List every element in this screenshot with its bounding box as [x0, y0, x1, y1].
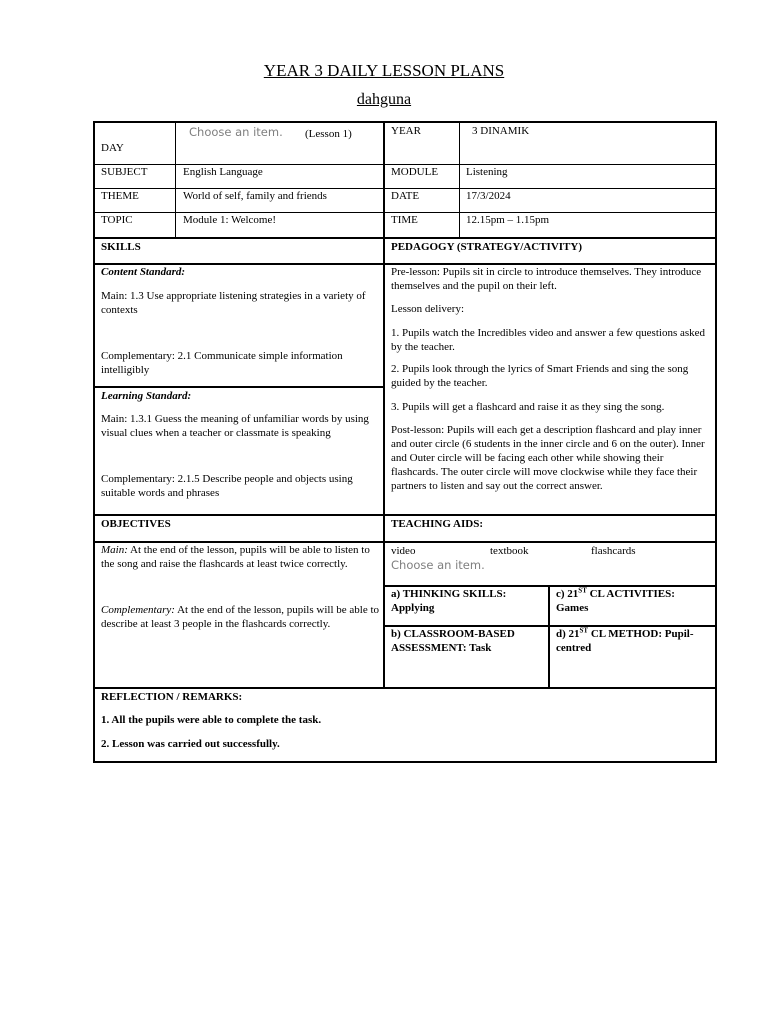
objective-complementary-text: At the end of the lesson, pupils will be able to describe at least 3 people in the flashcards correctly.	[101, 604, 380, 630]
subject-label: SUBJECT	[101, 166, 148, 178]
learning-standard-main: Main: 1.3.1 Guess the meaning of unfamiliar words by using visual clues when a teacher or classmate is speaking	[101, 413, 369, 439]
teaching-aid-item: flashcards	[591, 545, 636, 557]
content-standard-main: Main: 1.3 Use appropriate listening strategies in a variety of contexts	[101, 290, 366, 316]
teaching-aid-item: video	[391, 545, 416, 557]
reflection-heading: REFLECTION / REMARKS:	[101, 691, 243, 703]
theme-label: THEME	[101, 190, 139, 202]
cl-activities-sup: ST	[578, 586, 587, 595]
cl-method	[556, 627, 711, 655]
delivery-step-2: 2. Pupils look through the lyrics of Smart Friends and sing the song guided by the teacher.	[391, 363, 689, 389]
thinking-skills-label: a) THINKING SKILLS:	[391, 588, 507, 600]
grid-line	[95, 687, 715, 689]
grid-line	[95, 514, 715, 516]
content-standard-complementary: Complementary: 2.1 Communicate simple information intelligibly	[101, 350, 343, 376]
objective-main-text: At the end of the lesson, pupils will be able to listen to the song and raise the flashcards at least twice correctly.	[101, 544, 370, 570]
theme-value: World of self, family and friends	[183, 190, 327, 202]
grid-line	[548, 585, 550, 689]
pre-lesson-text: Pre-lesson: Pupils sit in circle to introduce themselves. They introduce themselves and the pupil on their left.	[391, 266, 702, 292]
topic-value: Module 1: Welcome!	[183, 214, 277, 226]
post-lesson-text: Post-lesson: Pupils will each get a description flashcard and play inner and outer circle (6 students in the inner circle and 6 on the outer). Inner and Outer circle will be facing each other while showing their flashcards. The outer circle will move clockwise while they face their partners to listen and say out the correct answer.	[391, 424, 705, 492]
cl-method-sup: ST	[579, 626, 589, 635]
module-value: Listening	[466, 166, 508, 178]
grid-line	[175, 123, 176, 238]
module-label: MODULE	[391, 166, 439, 178]
topic-label: TOPIC	[101, 214, 133, 226]
year-value: 3 DINAMIK	[472, 125, 530, 137]
date-value: 17/3/2024	[466, 190, 511, 202]
day-label: DAY	[101, 142, 124, 154]
learning-standard-complementary: Complementary: 2.1.5 Describe people and objects using suitable words and phrases	[101, 473, 353, 499]
delivery-step-1: 1. Pupils watch the Incredibles video and answer a few questions asked by the teacher.	[391, 327, 706, 353]
teaching-aids-heading: TEACHING AIDS:	[391, 518, 483, 530]
year-label: YEAR	[391, 125, 421, 137]
subject-value: English Language	[183, 166, 263, 178]
cl-method-suffix: CL METHOD: Pupil-centred	[556, 628, 694, 654]
grid-line	[383, 123, 385, 689]
document-title: YEAR 3 DAILY LESSON PLANS	[263, 61, 505, 80]
grid-line	[459, 123, 460, 238]
classroom-assessment: b) CLASSROOM-BASED ASSESSMENT: Task	[391, 628, 515, 654]
teaching-aid-choice-dropdown[interactable]: Choose an item.	[391, 558, 485, 572]
date-label: DATE	[391, 190, 420, 202]
cl-activities	[556, 587, 711, 615]
cl-activities-prefix: c) 21	[556, 588, 579, 600]
thinking-skills	[391, 587, 543, 615]
thinking-skills-value: Applying	[391, 602, 435, 614]
objective-complementary	[101, 603, 381, 631]
day-choice-dropdown[interactable]: Choose an item.	[189, 125, 283, 139]
grid-line	[95, 237, 715, 239]
cl-method-prefix: d) 21	[556, 628, 580, 640]
delivery-step-3: 3. Pupils will get a flashcard and raise it as they sing the song.	[391, 401, 665, 413]
time-label: TIME	[391, 214, 418, 226]
time-value: 12.15pm – 1.15pm	[466, 214, 550, 226]
teaching-aid-item: textbook	[490, 545, 529, 557]
cl-activities-value: Games	[556, 602, 589, 614]
content-standard-label: Content Standard:	[101, 266, 186, 278]
objective-main	[101, 543, 381, 571]
objective-main-label: Main:	[101, 544, 128, 556]
objective-complementary-label: Complementary:	[101, 604, 175, 616]
reflection-item-2: 2. Lesson was carried out successfully.	[101, 738, 280, 750]
objectives-heading: OBJECTIVES	[101, 518, 171, 530]
pedagogy-heading: PEDAGOGY (STRATEGY/ACTIVITY)	[391, 241, 582, 253]
reflection-item-1: 1. All the pupils were able to complete the task.	[101, 714, 322, 726]
cl-activities-suffix: CL ACTIVITIES:	[586, 588, 675, 600]
lesson-delivery-label: Lesson delivery:	[391, 303, 465, 315]
document-subtitle: dahguna	[356, 91, 412, 108]
lesson-number: (Lesson 1)	[305, 128, 352, 140]
grid-line	[95, 386, 385, 388]
learning-standard-label: Learning Standard:	[101, 390, 192, 402]
skills-heading: SKILLS	[101, 241, 141, 253]
